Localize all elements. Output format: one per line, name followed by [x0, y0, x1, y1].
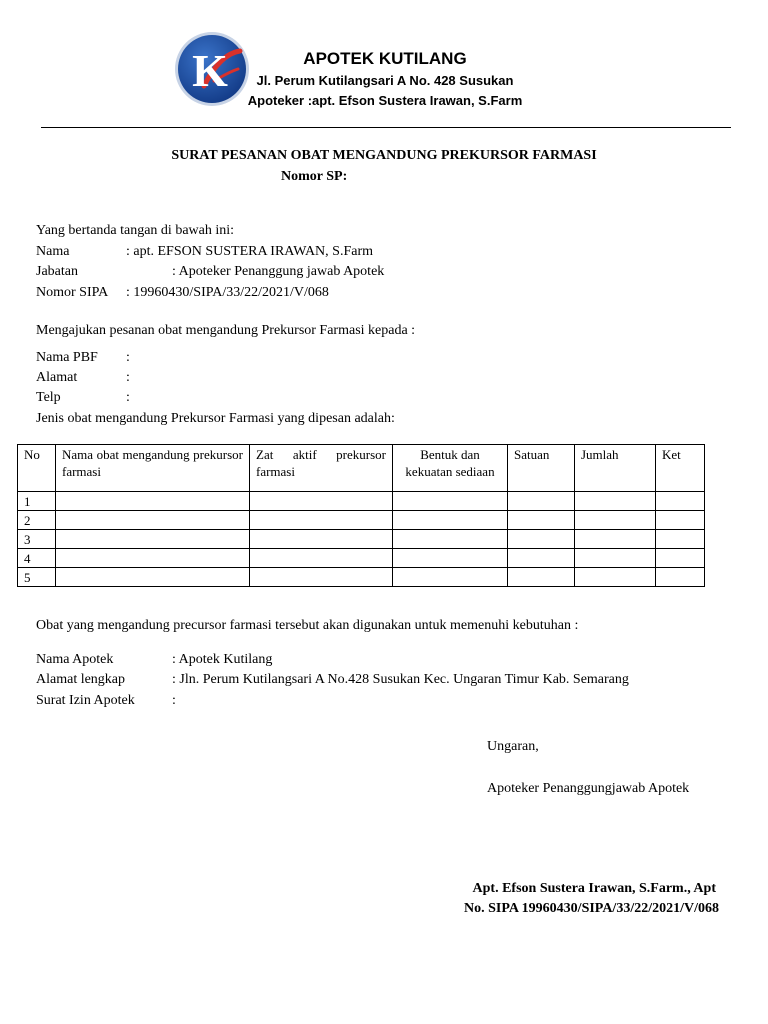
- pharmacy-pharmacist: Apoteker :apt. Efson Sustera Irawan, S.Farm: [247, 93, 523, 108]
- table-cell: [250, 549, 393, 568]
- table-cell: [250, 511, 393, 530]
- col-header-drug-name: [56, 445, 250, 492]
- pharmacy-address-value: : Jln. Perum Kutilangsari A No.428 Susukan Kec. Ungaran Timur Kab. Semarang: [172, 672, 629, 687]
- pharmacy-license-value: :: [172, 693, 176, 708]
- table-cell: [656, 549, 705, 568]
- signatory-name: Apt. Efson Sustera Irawan, S.Farm., Apt: [472, 881, 716, 896]
- col-header-active-substance-text: Zat aktif prekursor farmasi: [256, 447, 386, 479]
- table-cell: [250, 530, 393, 549]
- table-cell: [393, 530, 508, 549]
- table-cell: [56, 568, 250, 587]
- table-row: [18, 530, 705, 549]
- table-cell: [393, 511, 508, 530]
- pharmacy-logo: [174, 31, 250, 107]
- signer-intro: Yang bertanda tangan di bawah ini:: [36, 223, 235, 238]
- pharmacy-name-label: Nama Apotek: [36, 652, 114, 667]
- table-cell: [250, 492, 393, 511]
- closing-place: Ungaran,: [487, 739, 539, 754]
- table-cell: [656, 568, 705, 587]
- closing-role: Apoteker Penanggungjawab Apotek: [487, 781, 690, 796]
- purpose-statement: Obat yang mengandung precursor farmasi tersebut akan digunakan untuk memenuhi kebutuhan :: [36, 618, 579, 633]
- table-cell: [575, 492, 656, 511]
- pbf-name-value: :: [126, 350, 130, 365]
- logo-letter: K: [192, 45, 228, 96]
- signer-name-value: : apt. EFSON SUSTERA IRAWAN, S.Farm: [126, 244, 374, 259]
- pbf-address-value: :: [126, 370, 130, 385]
- signer-position-label: Jabatan: [36, 264, 78, 279]
- table-row: [18, 492, 705, 511]
- document-title: SURAT PESANAN OBAT MENGANDUNG PREKURSOR FARMASI: [171, 148, 597, 163]
- table-cell: [393, 492, 508, 511]
- pharmacy-name-value: : Apotek Kutilang: [172, 652, 273, 667]
- col-header-form-strength: Bentuk dan kekuatan sediaan: [393, 445, 508, 492]
- table-cell: [508, 511, 575, 530]
- table-cell: [575, 568, 656, 587]
- col-header-quantity: Jumlah: [575, 445, 656, 492]
- table-cell: [56, 511, 250, 530]
- table-cell: [656, 511, 705, 530]
- table-row: [18, 568, 705, 587]
- table-cell: [56, 530, 250, 549]
- table-header-row: [18, 445, 705, 492]
- sp-number-label: Nomor SP:: [281, 169, 348, 184]
- pbf-phone-label: Telp: [36, 390, 61, 405]
- table-cell: [508, 568, 575, 587]
- table-cell: [575, 549, 656, 568]
- header-divider: [41, 127, 731, 128]
- pharmacy-name: APOTEK KUTILANG: [303, 49, 467, 68]
- pbf-name-label: Nama PBF: [36, 350, 98, 365]
- pbf-phone-value: :: [126, 390, 130, 405]
- row-number: 1: [18, 492, 56, 511]
- signer-sipa-value: : 19960430/SIPA/33/22/2021/V/068: [126, 285, 329, 300]
- col-header-unit: Satuan: [508, 445, 575, 492]
- table-cell: [508, 492, 575, 511]
- col-header-no: No: [18, 445, 56, 492]
- table-cell: [393, 549, 508, 568]
- row-number: 3: [18, 530, 56, 549]
- col-header-note: Ket: [656, 445, 705, 492]
- row-number: 5: [18, 568, 56, 587]
- table-cell: [250, 568, 393, 587]
- signer-position-value: : Apoteker Penanggung jawab Apotek: [172, 264, 385, 279]
- table-cell: [56, 549, 250, 568]
- table-cell: [393, 568, 508, 587]
- order-list-intro: Jenis obat mengandung Prekursor Farmasi yang dipesan adalah:: [36, 411, 395, 426]
- pharmacy-address: Jl. Perum Kutilangsari A No. 428 Susukan: [256, 73, 514, 88]
- order-items-table: [17, 444, 705, 587]
- signatory-sipa: No. SIPA 19960430/SIPA/33/22/2021/V/068: [463, 901, 719, 916]
- table-cell: [656, 492, 705, 511]
- table-row: [18, 549, 705, 568]
- col-header-drug-name-text: Nama obat mengandung prekursor farmasi: [62, 447, 243, 479]
- table-row: [18, 511, 705, 530]
- pharmacy-license-label: Surat Izin Apotek: [36, 693, 135, 708]
- table-cell: [575, 530, 656, 549]
- signer-sipa-label: Nomor SIPA: [36, 285, 109, 300]
- table-cell: [575, 511, 656, 530]
- logo-emblem-icon: [174, 31, 250, 107]
- table-cell: [508, 530, 575, 549]
- order-intro: Mengajukan pesanan obat mengandung Prekursor Farmasi kepada :: [36, 323, 416, 338]
- signer-name-label: Nama: [36, 244, 70, 259]
- table-cell: [56, 492, 250, 511]
- row-number: 4: [18, 549, 56, 568]
- pbf-address-label: Alamat: [36, 370, 78, 385]
- pharmacy-address-label: Alamat lengkap: [36, 672, 126, 687]
- table-cell: [656, 530, 705, 549]
- col-header-active-substance: [250, 445, 393, 492]
- table-cell: [508, 549, 575, 568]
- row-number: 2: [18, 511, 56, 530]
